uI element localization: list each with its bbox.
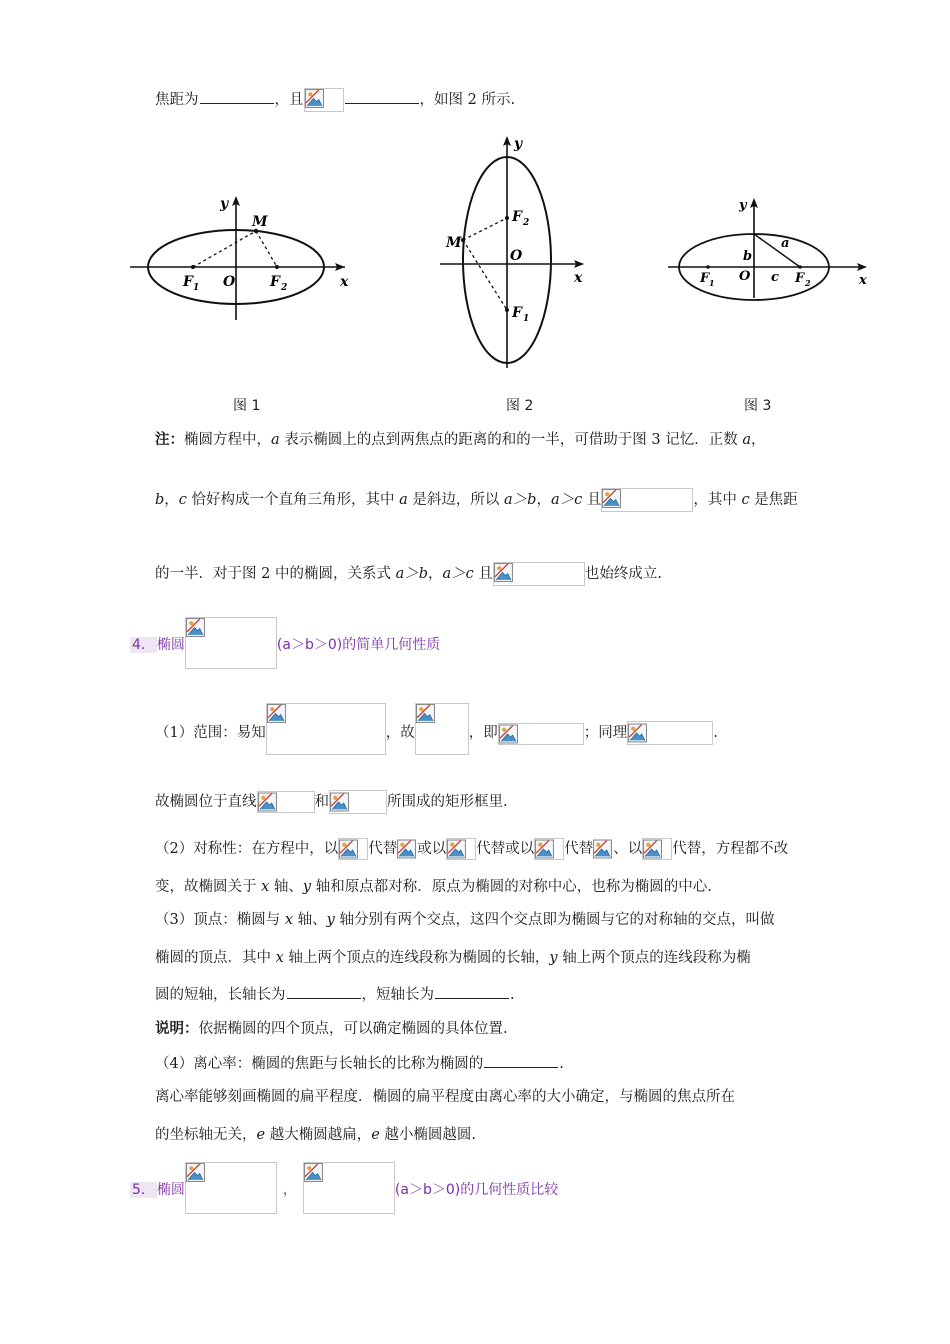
formula-image-placeholder <box>304 88 344 112</box>
formula-image-placeholder <box>493 562 585 586</box>
range-line: （1）范围：易知 ，故 ，即 ；同理 . <box>155 703 718 755</box>
broken-image-icon <box>304 1163 323 1182</box>
figure-3-caption: 图 3 <box>744 398 772 414</box>
fig1-f1-subscript: 1 <box>193 283 200 293</box>
ellipse-equation-placeholder <box>185 617 277 669</box>
broken-image-icon <box>397 840 416 859</box>
note-line-1: 注：椭圆方程中，a 表示椭圆上的点到两焦点的距离的和的一半，可借助于图 3 记忆．正数 a， <box>155 431 766 448</box>
fig2-m-label: M <box>446 235 462 251</box>
broken-image-icon <box>305 89 324 108</box>
broken-image-icon <box>186 1163 205 1182</box>
fig1-x-label: x <box>340 274 349 290</box>
answer-blank <box>345 102 419 104</box>
section-5-heading: 5． 椭圆 ， (a＞b＞0)的几何性质比较 <box>130 1162 558 1214</box>
fig2-f2-label: F <box>512 209 522 225</box>
fig3-f1-label: F <box>700 271 710 286</box>
fig1-f2-label: F <box>270 274 280 290</box>
broken-image-icon <box>447 840 466 859</box>
note-line-3: 的一半．对于图 2 中的椭圆，关系式 a＞b，a＞c 且 也始终成立. <box>155 562 662 586</box>
fig3-f1-subscript: 1 <box>709 278 715 288</box>
formula-image-placeholder <box>415 703 469 755</box>
figure-3-triangle-ellipse <box>665 192 875 302</box>
answer-blank <box>484 1066 558 1068</box>
range-rectangle-line: 故椭圆位于直线 和 所围成的矩形框里. <box>155 790 508 814</box>
formula-image-placeholder <box>593 838 613 860</box>
formula-image-placeholder <box>642 838 672 860</box>
formula-image-placeholder <box>257 791 315 813</box>
vertex-line-3: 圆的短轴，长轴长为 ，短轴长为 . <box>155 987 515 1003</box>
broken-image-icon <box>628 724 647 743</box>
formula-image-placeholder <box>329 790 387 814</box>
vertex-line-2: 椭圆的顶点．其中 x 轴上两个顶点的连线段称为椭圆的长轴，y 轴上两个顶点的连线段称为椭 <box>155 950 751 966</box>
eccentricity-line-3: 的坐标轴无关，e 越大椭圆越扁，e 越小椭圆越圆. <box>155 1127 477 1143</box>
fig2-x-label: x <box>574 270 583 286</box>
eccentricity-line-1: （4）离心率：椭圆的焦距与长轴长的比称为椭圆的 . <box>155 1056 564 1072</box>
explain-line: 说明：依据椭圆的四个顶点，可以确定椭圆的具体位置. <box>155 1020 508 1037</box>
fig2-f1-subscript: 1 <box>523 314 530 324</box>
broken-image-icon <box>593 840 612 859</box>
answer-blank <box>287 997 361 999</box>
broken-image-icon <box>258 793 277 812</box>
fig3-o-label: O <box>739 269 751 284</box>
formula-image-placeholder <box>338 838 368 860</box>
formula-image-placeholder <box>446 838 476 860</box>
fig2-o-label: O <box>510 248 523 264</box>
broken-image-icon <box>416 704 435 723</box>
fig3-b-label: b <box>743 249 753 264</box>
broken-image-icon <box>339 840 358 859</box>
fig1-f1-label: F <box>183 274 193 290</box>
section-4-heading: 4． 椭圆 (a＞b＞0)的简单几何性质 <box>130 617 440 669</box>
ellipse-equation-placeholder <box>185 1162 277 1214</box>
vertex-line-1: （3）顶点：椭圆与 x 轴、y 轴分别有两个交点，这四个交点即为椭圆与它的对称轴的交点，叫做 <box>155 912 775 928</box>
formula-image-placeholder <box>534 838 564 860</box>
fig1-m-label: M <box>252 214 268 230</box>
fig1-f2-subscript: 2 <box>281 283 288 293</box>
broken-image-icon <box>643 840 662 859</box>
eccentricity-line-2: 离心率能够刻画椭圆的扁平程度．椭圆的扁平程度由离心率的大小确定，与椭圆的焦点所在 <box>155 1089 735 1105</box>
fig2-f1-label: F <box>512 305 522 321</box>
broken-image-icon <box>267 704 286 723</box>
answer-blank <box>435 997 509 999</box>
broken-image-icon <box>186 618 205 637</box>
answer-blank <box>200 102 274 104</box>
figure-1-horizontal-ellipse <box>125 190 355 325</box>
fig3-a-label: a <box>781 236 790 251</box>
fig1-y-label: y <box>220 196 229 212</box>
figure-2-vertical-ellipse <box>438 132 593 372</box>
broken-image-icon <box>535 840 554 859</box>
figure-1-caption: 图 1 <box>233 398 261 414</box>
fig2-y-label: y <box>514 136 523 152</box>
formula-image-placeholder <box>266 703 386 755</box>
ellipse-equation-placeholder <box>303 1162 395 1214</box>
broken-image-icon <box>499 725 518 744</box>
symmetry-line-2: 变，故椭圆关于 x 轴、y 轴和原点都对称．原点为椭圆的对称中心，也称为椭圆的中心. <box>155 879 712 895</box>
focal-distance-line: 焦距为 ，且 ，如图 2 所示. <box>155 88 515 112</box>
fig3-f2-label: F <box>795 271 805 286</box>
formula-image-placeholder <box>601 488 693 512</box>
broken-image-icon <box>602 489 621 508</box>
formula-image-placeholder <box>627 721 713 745</box>
broken-image-icon <box>494 563 513 582</box>
note-line-2: b，c 恰好构成一个直角三角形，其中 a 是斜边，所以 a＞b，a＞c 且 ，其中 c 是焦距 <box>155 488 798 512</box>
figure-2-caption: 图 2 <box>506 398 534 414</box>
fig3-x-label: x <box>859 273 867 288</box>
formula-image-placeholder <box>498 723 584 745</box>
fig2-f2-subscript: 2 <box>523 218 530 228</box>
fig3-f2-subscript: 2 <box>805 278 811 288</box>
symmetry-line-1: （2）对称性：在方程中，以 代替 或以 代替或以 代替 、以 代替，方程都不改 <box>155 837 788 860</box>
fig3-y-label: y <box>739 198 747 213</box>
fig1-o-label: O <box>223 274 236 290</box>
broken-image-icon <box>330 793 349 812</box>
fig3-c-label: c <box>771 270 779 285</box>
formula-image-placeholder <box>397 838 417 860</box>
